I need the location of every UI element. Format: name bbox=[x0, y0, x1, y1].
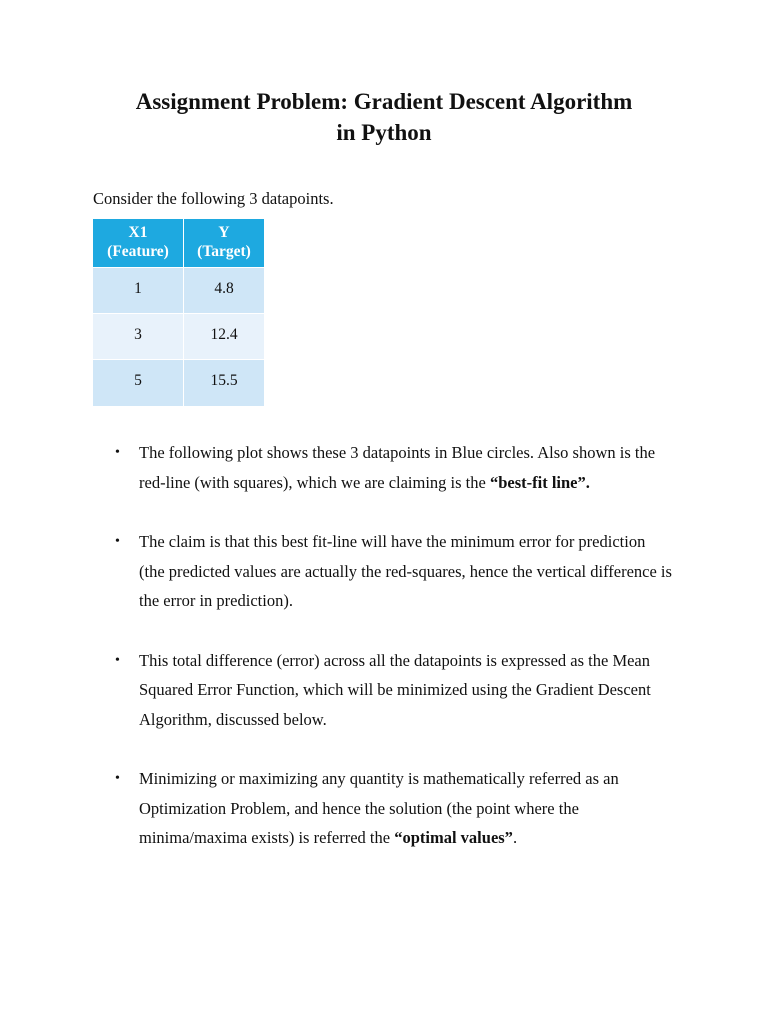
table-cell: 12.4 bbox=[184, 314, 265, 360]
title-line-2: in Python bbox=[336, 120, 432, 145]
table-cell: 3 bbox=[93, 314, 184, 360]
list-item bbox=[115, 646, 675, 735]
list-item bbox=[115, 438, 675, 497]
datapoints-table bbox=[93, 219, 264, 406]
table-header-row bbox=[93, 219, 264, 268]
bullet-icon: • bbox=[115, 771, 120, 786]
list-item bbox=[115, 527, 675, 616]
list-item bbox=[115, 764, 675, 853]
table-cell: 4.8 bbox=[184, 268, 265, 314]
bullet-icon: • bbox=[115, 534, 120, 549]
bullet-text: Minimizing or maximizing any quantity is mathematically referred as an Optimization Problem, and hence the solution (the point where the minima/maxima exists) is referred the bbox=[139, 769, 619, 847]
table-cell: 15.5 bbox=[184, 360, 265, 406]
intro-text: Consider the following 3 datapoints. bbox=[93, 189, 334, 208]
bullet-after-text: . bbox=[512, 828, 518, 847]
bullet-text: The following plot shows these 3 datapoints in Blue circles. Also shown is the red-line (with squares), which we are claiming is the bbox=[139, 443, 656, 492]
bullet-list bbox=[115, 438, 675, 883]
bullet-icon: • bbox=[115, 445, 120, 460]
bullet-icon: • bbox=[115, 652, 120, 668]
table-cell: 1 bbox=[93, 268, 184, 314]
bullet-bold-text: “best-fit line”. bbox=[489, 472, 590, 492]
table-row bbox=[93, 268, 264, 314]
title-line-1: Assignment Problem: Gradient Descent Algorithm bbox=[135, 89, 633, 114]
column-header-y: Y (Target) bbox=[184, 219, 265, 268]
page-title bbox=[0, 86, 768, 148]
table-cell: 5 bbox=[93, 360, 184, 406]
bullet-text: The claim is that this best fit-line will have the minimum error for prediction (the predicted values are actually the red-squares, hence the vertical difference is the error in prediction). bbox=[139, 532, 672, 610]
table-row bbox=[93, 360, 264, 406]
bullet-bold-text: “optimal values” bbox=[394, 828, 513, 847]
table-row bbox=[93, 314, 264, 360]
bullet-text: This total difference (error) across all the datapoints is expressed as the Mean Squared Error Function, which will be minimized using the Gradient Descent Algorithm, discussed below. bbox=[139, 650, 651, 729]
column-header-x1: X1 (Feature) bbox=[93, 219, 184, 268]
